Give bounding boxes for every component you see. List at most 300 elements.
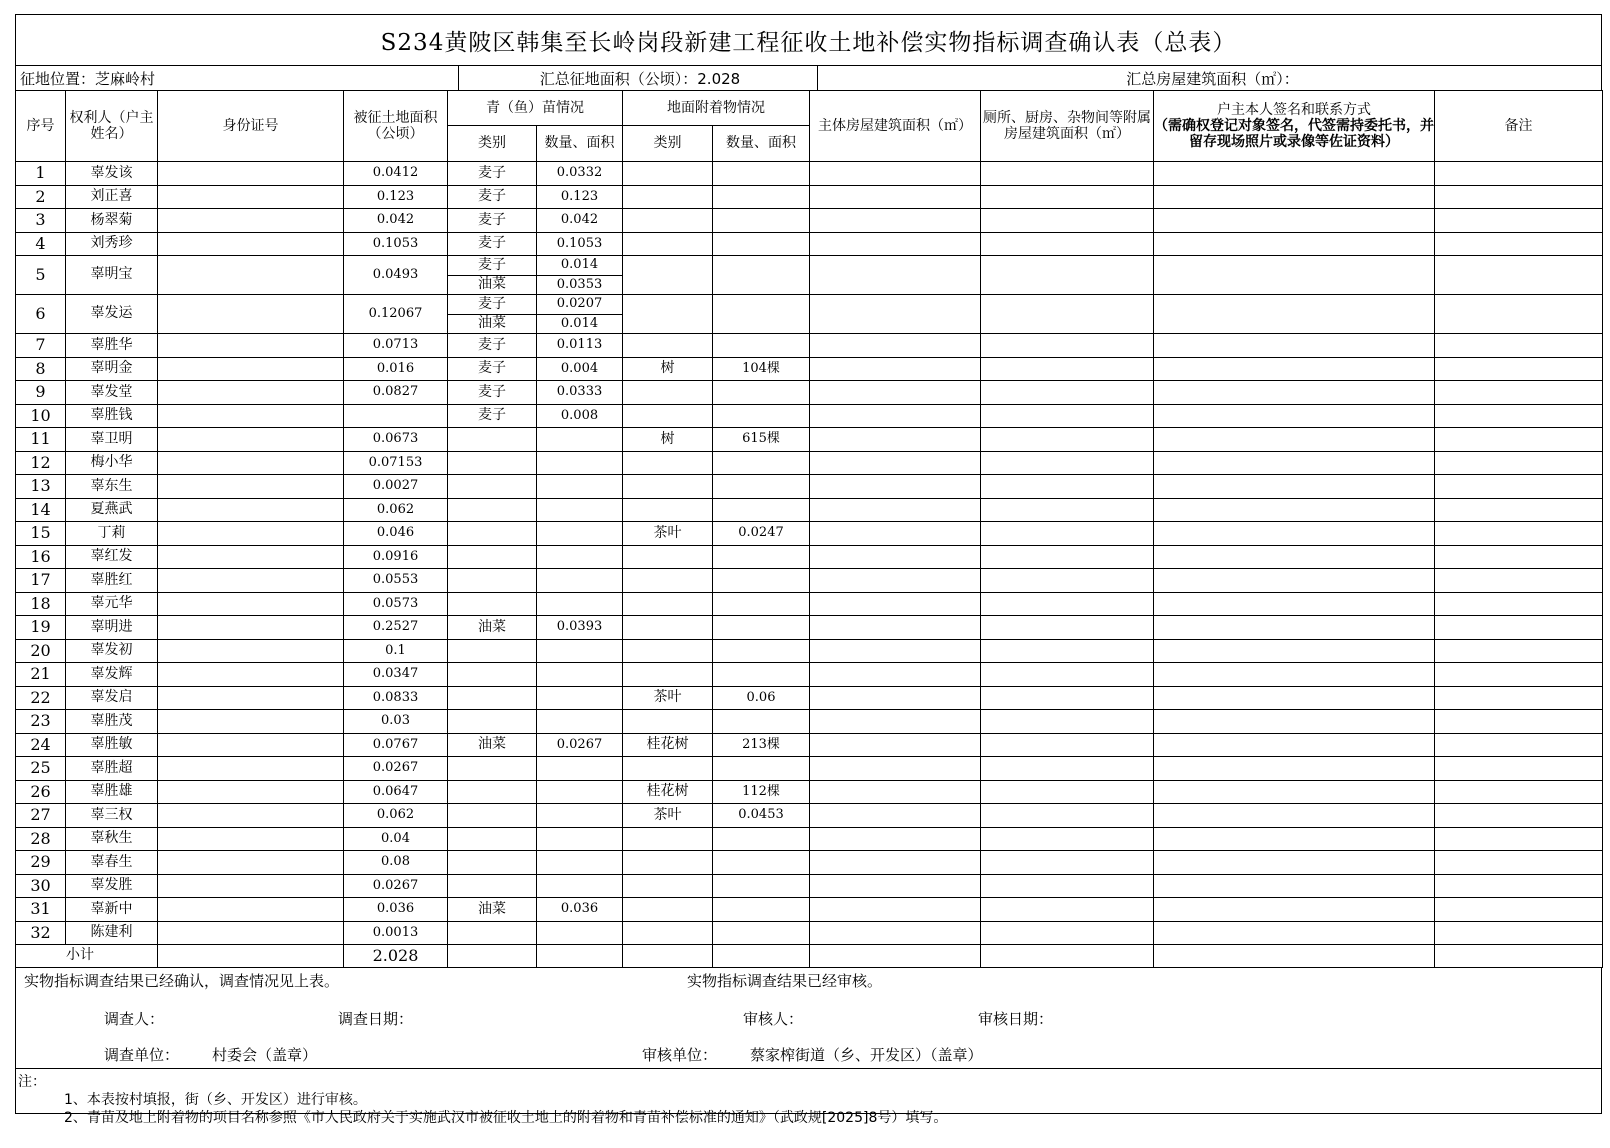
row-aux-building-cell [981, 522, 1154, 546]
total-building-area: 汇总房屋建筑面积（㎡）： [817, 66, 1603, 90]
row-aux-building-cell [981, 686, 1154, 710]
row-attach-qty: 112棵 [713, 780, 810, 804]
row-signature-cell [1154, 686, 1435, 710]
row-remark-cell [1435, 522, 1603, 546]
total-land-area: 汇总征地面积（公顷）：2.028 [458, 66, 817, 90]
row-signature-cell [1154, 256, 1435, 295]
row-seq: 19 [16, 616, 66, 640]
row-land-area: 0.0013 [344, 921, 448, 945]
row-remark-cell [1435, 381, 1603, 405]
confirmed-text: 实物指标调查结果已经确认，调查情况见上表。 [24, 972, 340, 990]
row-signature-cell [1154, 780, 1435, 804]
row-attach-qty: 213棵 [713, 733, 810, 757]
row-aux-building-cell [981, 663, 1154, 687]
table-row [16, 851, 1603, 875]
header-owner: 权利人（户主姓名） [66, 91, 158, 162]
row-crop-type [448, 522, 537, 546]
row-attach-type: 桂花树 [623, 780, 713, 804]
row-owner-name: 刘秀珍 [66, 232, 158, 256]
row-seq: 16 [16, 545, 66, 569]
row-aux-building-cell [981, 804, 1154, 828]
row-owner-name: 辜发运 [66, 295, 158, 334]
row-seq: 6 [16, 295, 66, 334]
table-row [16, 334, 1603, 358]
row-attach-qty: 0.0453 [713, 804, 810, 828]
row-seq: 10 [16, 404, 66, 428]
row-remark-cell [1435, 451, 1603, 475]
row-aux-building-cell [981, 209, 1154, 233]
row-attach-type [623, 569, 713, 593]
row-aux-building-cell [981, 498, 1154, 522]
header-aux-building: 厕所、厨房、杂物间等附属房屋建筑面积（㎡） [981, 91, 1154, 162]
table-row [16, 498, 1603, 522]
row-crop-type [448, 780, 537, 804]
row-main-building-cell [810, 827, 981, 851]
row-remark-cell [1435, 827, 1603, 851]
row-seq: 9 [16, 381, 66, 405]
row-land-area: 0.0347 [344, 663, 448, 687]
row-attach-qty [713, 851, 810, 875]
row-id-number [158, 451, 344, 475]
review-unit-label: 审核单位： [642, 1046, 718, 1064]
row-seq: 30 [16, 874, 66, 898]
row-crop-qty [537, 851, 623, 875]
row-owner-name: 辜红发 [66, 545, 158, 569]
row-attach-qty [713, 451, 810, 475]
row-attach-qty [713, 404, 810, 428]
row-remark-cell [1435, 162, 1603, 186]
row-crop-qty [537, 921, 623, 945]
land-location: 征地位置：芝麻岭村 [20, 69, 156, 88]
row-land-area: 0.0916 [344, 545, 448, 569]
notes-label: 注： [18, 1074, 46, 1090]
row-attach-qty [713, 827, 810, 851]
row-crop-qty [537, 428, 623, 452]
table-row [16, 185, 1603, 209]
row-owner-name: 辜秋生 [66, 827, 158, 851]
row-owner-name: 刘正喜 [66, 185, 158, 209]
row-crop-type [448, 545, 537, 569]
row-seq: 11 [16, 428, 66, 452]
row-land-area: 0.03 [344, 710, 448, 734]
row-main-building-cell [810, 710, 981, 734]
row-crop-qty [537, 663, 623, 687]
row-attach-qty [713, 639, 810, 663]
row-aux-building-cell [981, 780, 1154, 804]
row-id-number [158, 232, 344, 256]
row-signature-cell [1154, 569, 1435, 593]
header-main-building: 主体房屋建筑面积（㎡） [810, 91, 981, 162]
row-attach-qty [713, 663, 810, 687]
row-land-area: 0.0647 [344, 780, 448, 804]
table-row [16, 921, 1603, 945]
row-owner-name: 辜发初 [66, 639, 158, 663]
row-attach-qty [713, 381, 810, 405]
row-attach-qty [713, 616, 810, 640]
row-land-area: 0.04 [344, 827, 448, 851]
row-crop-qty: 0.008 [537, 404, 623, 428]
row-owner-name: 辜三权 [66, 804, 158, 828]
row-owner-name: 辜胜钱 [66, 404, 158, 428]
row-crop-qty: 0.0332 [537, 162, 623, 186]
row-seq: 32 [16, 921, 66, 945]
row-signature-cell [1154, 639, 1435, 663]
row-remark-cell [1435, 686, 1603, 710]
row-crop-qty [537, 827, 623, 851]
row-crop-qty [537, 522, 623, 546]
row-id-number [158, 404, 344, 428]
sheet-title: S234黄陂区韩集至长岭岗段新建工程征收土地补偿实物指标调查确认表（总表） [15, 14, 1602, 65]
row-attach-type [623, 185, 713, 209]
row-signature-cell [1154, 451, 1435, 475]
row-land-area: 0.062 [344, 498, 448, 522]
row-crop-type [448, 921, 537, 945]
subtotal-empty-cell [537, 945, 623, 968]
row-id-number [158, 569, 344, 593]
row-attach-qty [713, 475, 810, 499]
row-seq: 8 [16, 357, 66, 381]
row-aux-building-cell [981, 428, 1154, 452]
row-owner-name: 梅小华 [66, 451, 158, 475]
row-owner-name: 辜发辉 [66, 663, 158, 687]
row-main-building-cell [810, 451, 981, 475]
row-seq: 23 [16, 710, 66, 734]
row-land-area: 0.036 [344, 898, 448, 922]
survey-unit-label: 调查单位： [104, 1046, 180, 1064]
row-crop-qty [537, 498, 623, 522]
header-crops-qty: 数量、面积 [537, 126, 623, 162]
note-item-1: 1、本表按村填报，街（乡、开发区）进行审核。 [64, 1092, 367, 1108]
row-crop-qty: 0.123 [537, 185, 623, 209]
survey-unit-value: 村委会（盖章） [212, 1046, 318, 1064]
table-row [16, 232, 1603, 256]
row-id-number [158, 475, 344, 499]
row-owner-name: 辜发该 [66, 162, 158, 186]
row-id-number [158, 209, 344, 233]
row-owner-name: 辜明宝 [66, 256, 158, 295]
row-owner-name: 辜发堂 [66, 381, 158, 405]
row-crop-qty: 0.0267 [537, 733, 623, 757]
row-crop-qty [537, 545, 623, 569]
row-attach-type: 桂花树 [623, 733, 713, 757]
table-row [16, 733, 1603, 757]
row-land-area: 0.0767 [344, 733, 448, 757]
row-id-number [158, 639, 344, 663]
row-land-area: 0.0267 [344, 874, 448, 898]
row-id-number [158, 334, 344, 358]
row-remark-cell [1435, 874, 1603, 898]
row-attach-type: 茶叶 [623, 804, 713, 828]
row-attach-qty [713, 232, 810, 256]
row-crop-qty: 0.042 [537, 209, 623, 233]
header-attachments: 地面附着物情况 [623, 91, 810, 126]
row-land-area: 0.0412 [344, 162, 448, 186]
row-attach-qty: 0.06 [713, 686, 810, 710]
row-main-building-cell [810, 733, 981, 757]
row-attach-type [623, 592, 713, 616]
table-row [16, 357, 1603, 381]
row-id-number [158, 733, 344, 757]
row-land-area: 0.12067 [344, 295, 448, 334]
row-remark-cell [1435, 733, 1603, 757]
row-signature-cell [1154, 874, 1435, 898]
table-row [16, 710, 1603, 734]
row-land-area: 0.0027 [344, 475, 448, 499]
row-seq: 3 [16, 209, 66, 233]
row-crop-qty: 0.0393 [537, 616, 623, 640]
row-remark-cell [1435, 639, 1603, 663]
row-signature-cell [1154, 162, 1435, 186]
row-crop-type: 油菜 [448, 314, 537, 334]
row-attach-type [623, 475, 713, 499]
table-row [16, 404, 1603, 428]
row-attach-qty [713, 592, 810, 616]
row-attach-type [623, 710, 713, 734]
row-seq: 24 [16, 733, 66, 757]
row-land-area: 0.0713 [344, 334, 448, 358]
row-aux-building-cell [981, 569, 1154, 593]
row-aux-building-cell [981, 733, 1154, 757]
row-attach-qty [713, 921, 810, 945]
row-seq: 29 [16, 851, 66, 875]
row-main-building-cell [810, 185, 981, 209]
row-remark-cell [1435, 616, 1603, 640]
row-main-building-cell [810, 498, 981, 522]
row-land-area: 0.062 [344, 804, 448, 828]
row-owner-name: 杨翠菊 [66, 209, 158, 233]
table-row [16, 592, 1603, 616]
row-crop-type: 麦子 [448, 381, 537, 405]
row-id-number [158, 921, 344, 945]
row-seq: 18 [16, 592, 66, 616]
row-main-building-cell [810, 404, 981, 428]
table-row [16, 295, 1603, 315]
subtotal-remark-cell [1435, 945, 1603, 968]
note-item-2: 2、青苗及地上附着物的项目名称参照《市人民政府关于实施武汉市被征收土地上的附着物和青苗补偿标准的通知》（武政规[2025]8号）填写。 [64, 1110, 948, 1126]
row-id-number [158, 498, 344, 522]
row-aux-building-cell [981, 295, 1154, 334]
row-crop-type [448, 475, 537, 499]
row-crop-type: 麦子 [448, 295, 537, 315]
row-aux-building-cell [981, 710, 1154, 734]
row-attach-type: 树 [623, 428, 713, 452]
row-land-area: 0.07153 [344, 451, 448, 475]
subtotal-label: 小计 [16, 945, 158, 968]
row-id-number [158, 686, 344, 710]
row-crop-type [448, 592, 537, 616]
row-crop-type: 麦子 [448, 185, 537, 209]
row-crop-type [448, 686, 537, 710]
row-attach-qty [713, 874, 810, 898]
row-attach-qty: 0.0247 [713, 522, 810, 546]
row-remark-cell [1435, 428, 1603, 452]
row-crop-type [448, 710, 537, 734]
review-unit-value: 蔡家榨街道（乡、开发区）（盖章） [750, 1046, 983, 1064]
row-owner-name: 丁莉 [66, 522, 158, 546]
row-aux-building-cell [981, 592, 1154, 616]
row-crop-type: 麦子 [448, 357, 537, 381]
row-land-area [344, 404, 448, 428]
row-id-number [158, 663, 344, 687]
reviewer-label: 审核人： [743, 1010, 804, 1028]
row-attach-qty [713, 898, 810, 922]
row-crop-type [448, 639, 537, 663]
survey-table [15, 90, 1603, 968]
row-main-building-cell [810, 874, 981, 898]
row-attach-type [623, 874, 713, 898]
row-main-building-cell [810, 162, 981, 186]
row-owner-name: 夏燕武 [66, 498, 158, 522]
row-attach-type [623, 639, 713, 663]
header-crops: 青（鱼）苗情况 [448, 91, 623, 126]
header-seq: 序号 [16, 91, 66, 162]
row-aux-building-cell [981, 404, 1154, 428]
row-seq: 22 [16, 686, 66, 710]
row-seq: 26 [16, 780, 66, 804]
row-signature-cell [1154, 475, 1435, 499]
row-land-area: 0.123 [344, 185, 448, 209]
row-crop-type [448, 874, 537, 898]
row-id-number [158, 827, 344, 851]
row-crop-type [448, 428, 537, 452]
row-crop-type: 油菜 [448, 898, 537, 922]
row-remark-cell [1435, 404, 1603, 428]
subtotal-empty-cell [448, 945, 537, 968]
table-row [16, 522, 1603, 546]
row-aux-building-cell [981, 162, 1154, 186]
row-main-building-cell [810, 569, 981, 593]
row-attach-type [623, 921, 713, 945]
row-main-building-cell [810, 428, 981, 452]
row-remark-cell [1435, 804, 1603, 828]
row-main-building-cell [810, 780, 981, 804]
row-attach-type: 茶叶 [623, 522, 713, 546]
row-id-number [158, 256, 344, 295]
row-attach-type [623, 232, 713, 256]
row-attach-type [623, 851, 713, 875]
row-aux-building-cell [981, 898, 1154, 922]
row-land-area: 0.1053 [344, 232, 448, 256]
row-signature-cell [1154, 733, 1435, 757]
row-crop-type: 麦子 [448, 404, 537, 428]
row-attach-type [623, 295, 713, 334]
row-crop-qty: 0.0333 [537, 381, 623, 405]
table-row [16, 827, 1603, 851]
header-crops-type: 类别 [448, 126, 537, 162]
row-id-number [158, 381, 344, 405]
row-owner-name: 辜明金 [66, 357, 158, 381]
row-main-building-cell [810, 616, 981, 640]
row-crop-type [448, 663, 537, 687]
row-signature-cell [1154, 851, 1435, 875]
row-land-area: 0.0267 [344, 757, 448, 781]
row-remark-cell [1435, 663, 1603, 687]
row-id-number [158, 295, 344, 334]
row-main-building-cell [810, 522, 981, 546]
row-crop-type: 麦子 [448, 256, 537, 276]
subtotal-signature-cell [1154, 945, 1435, 968]
row-id-number [158, 162, 344, 186]
row-remark-cell [1435, 757, 1603, 781]
table-row [16, 475, 1603, 499]
row-owner-name: 辜胜红 [66, 569, 158, 593]
row-seq: 1 [16, 162, 66, 186]
row-crop-qty [537, 710, 623, 734]
row-seq: 27 [16, 804, 66, 828]
row-owner-name: 辜卫明 [66, 428, 158, 452]
row-crop-type [448, 498, 537, 522]
row-seq: 20 [16, 639, 66, 663]
row-crop-type [448, 451, 537, 475]
header-attach-type: 类别 [623, 126, 713, 162]
row-main-building-cell [810, 592, 981, 616]
row-crop-type [448, 827, 537, 851]
row-attach-type [623, 757, 713, 781]
row-attach-type [623, 256, 713, 295]
row-id-number [158, 545, 344, 569]
row-main-building-cell [810, 757, 981, 781]
row-attach-type [623, 209, 713, 233]
row-seq: 13 [16, 475, 66, 499]
row-aux-building-cell [981, 851, 1154, 875]
row-attach-type [623, 451, 713, 475]
row-attach-qty [713, 757, 810, 781]
table-row [16, 757, 1603, 781]
row-crop-type [448, 804, 537, 828]
table-row [16, 686, 1603, 710]
row-signature-cell [1154, 522, 1435, 546]
row-aux-building-cell [981, 381, 1154, 405]
row-remark-cell [1435, 209, 1603, 233]
row-crop-type [448, 569, 537, 593]
row-signature-cell [1154, 381, 1435, 405]
row-signature-cell [1154, 185, 1435, 209]
row-owner-name: 辜胜华 [66, 334, 158, 358]
row-signature-cell [1154, 334, 1435, 358]
row-attach-type: 茶叶 [623, 686, 713, 710]
table-row [16, 451, 1603, 475]
row-attach-type [623, 162, 713, 186]
row-seq: 7 [16, 334, 66, 358]
row-crop-qty [537, 757, 623, 781]
row-id-number [158, 851, 344, 875]
row-main-building-cell [810, 851, 981, 875]
row-aux-building-cell [981, 545, 1154, 569]
row-remark-cell [1435, 232, 1603, 256]
row-aux-building-cell [981, 616, 1154, 640]
table-row [16, 209, 1603, 233]
row-main-building-cell [810, 804, 981, 828]
row-main-building-cell [810, 381, 981, 405]
row-main-building-cell [810, 357, 981, 381]
table-row [16, 545, 1603, 569]
row-main-building-cell [810, 334, 981, 358]
subtotal-area: 2.028 [344, 945, 448, 968]
table-body [16, 162, 1603, 968]
row-main-building-cell [810, 295, 981, 334]
row-owner-name: 辜元华 [66, 592, 158, 616]
row-id-number [158, 780, 344, 804]
confirmation-footer [15, 968, 1602, 1069]
row-remark-cell [1435, 898, 1603, 922]
row-remark-cell [1435, 851, 1603, 875]
row-signature-cell [1154, 232, 1435, 256]
row-attach-type [623, 616, 713, 640]
header-signature-note: （需确权登记对象签名，代签需持委托书，并留存现场照片或录像等佐证资料） [1154, 117, 1434, 151]
row-attach-qty [713, 569, 810, 593]
table-row [16, 898, 1603, 922]
row-aux-building-cell [981, 256, 1154, 295]
